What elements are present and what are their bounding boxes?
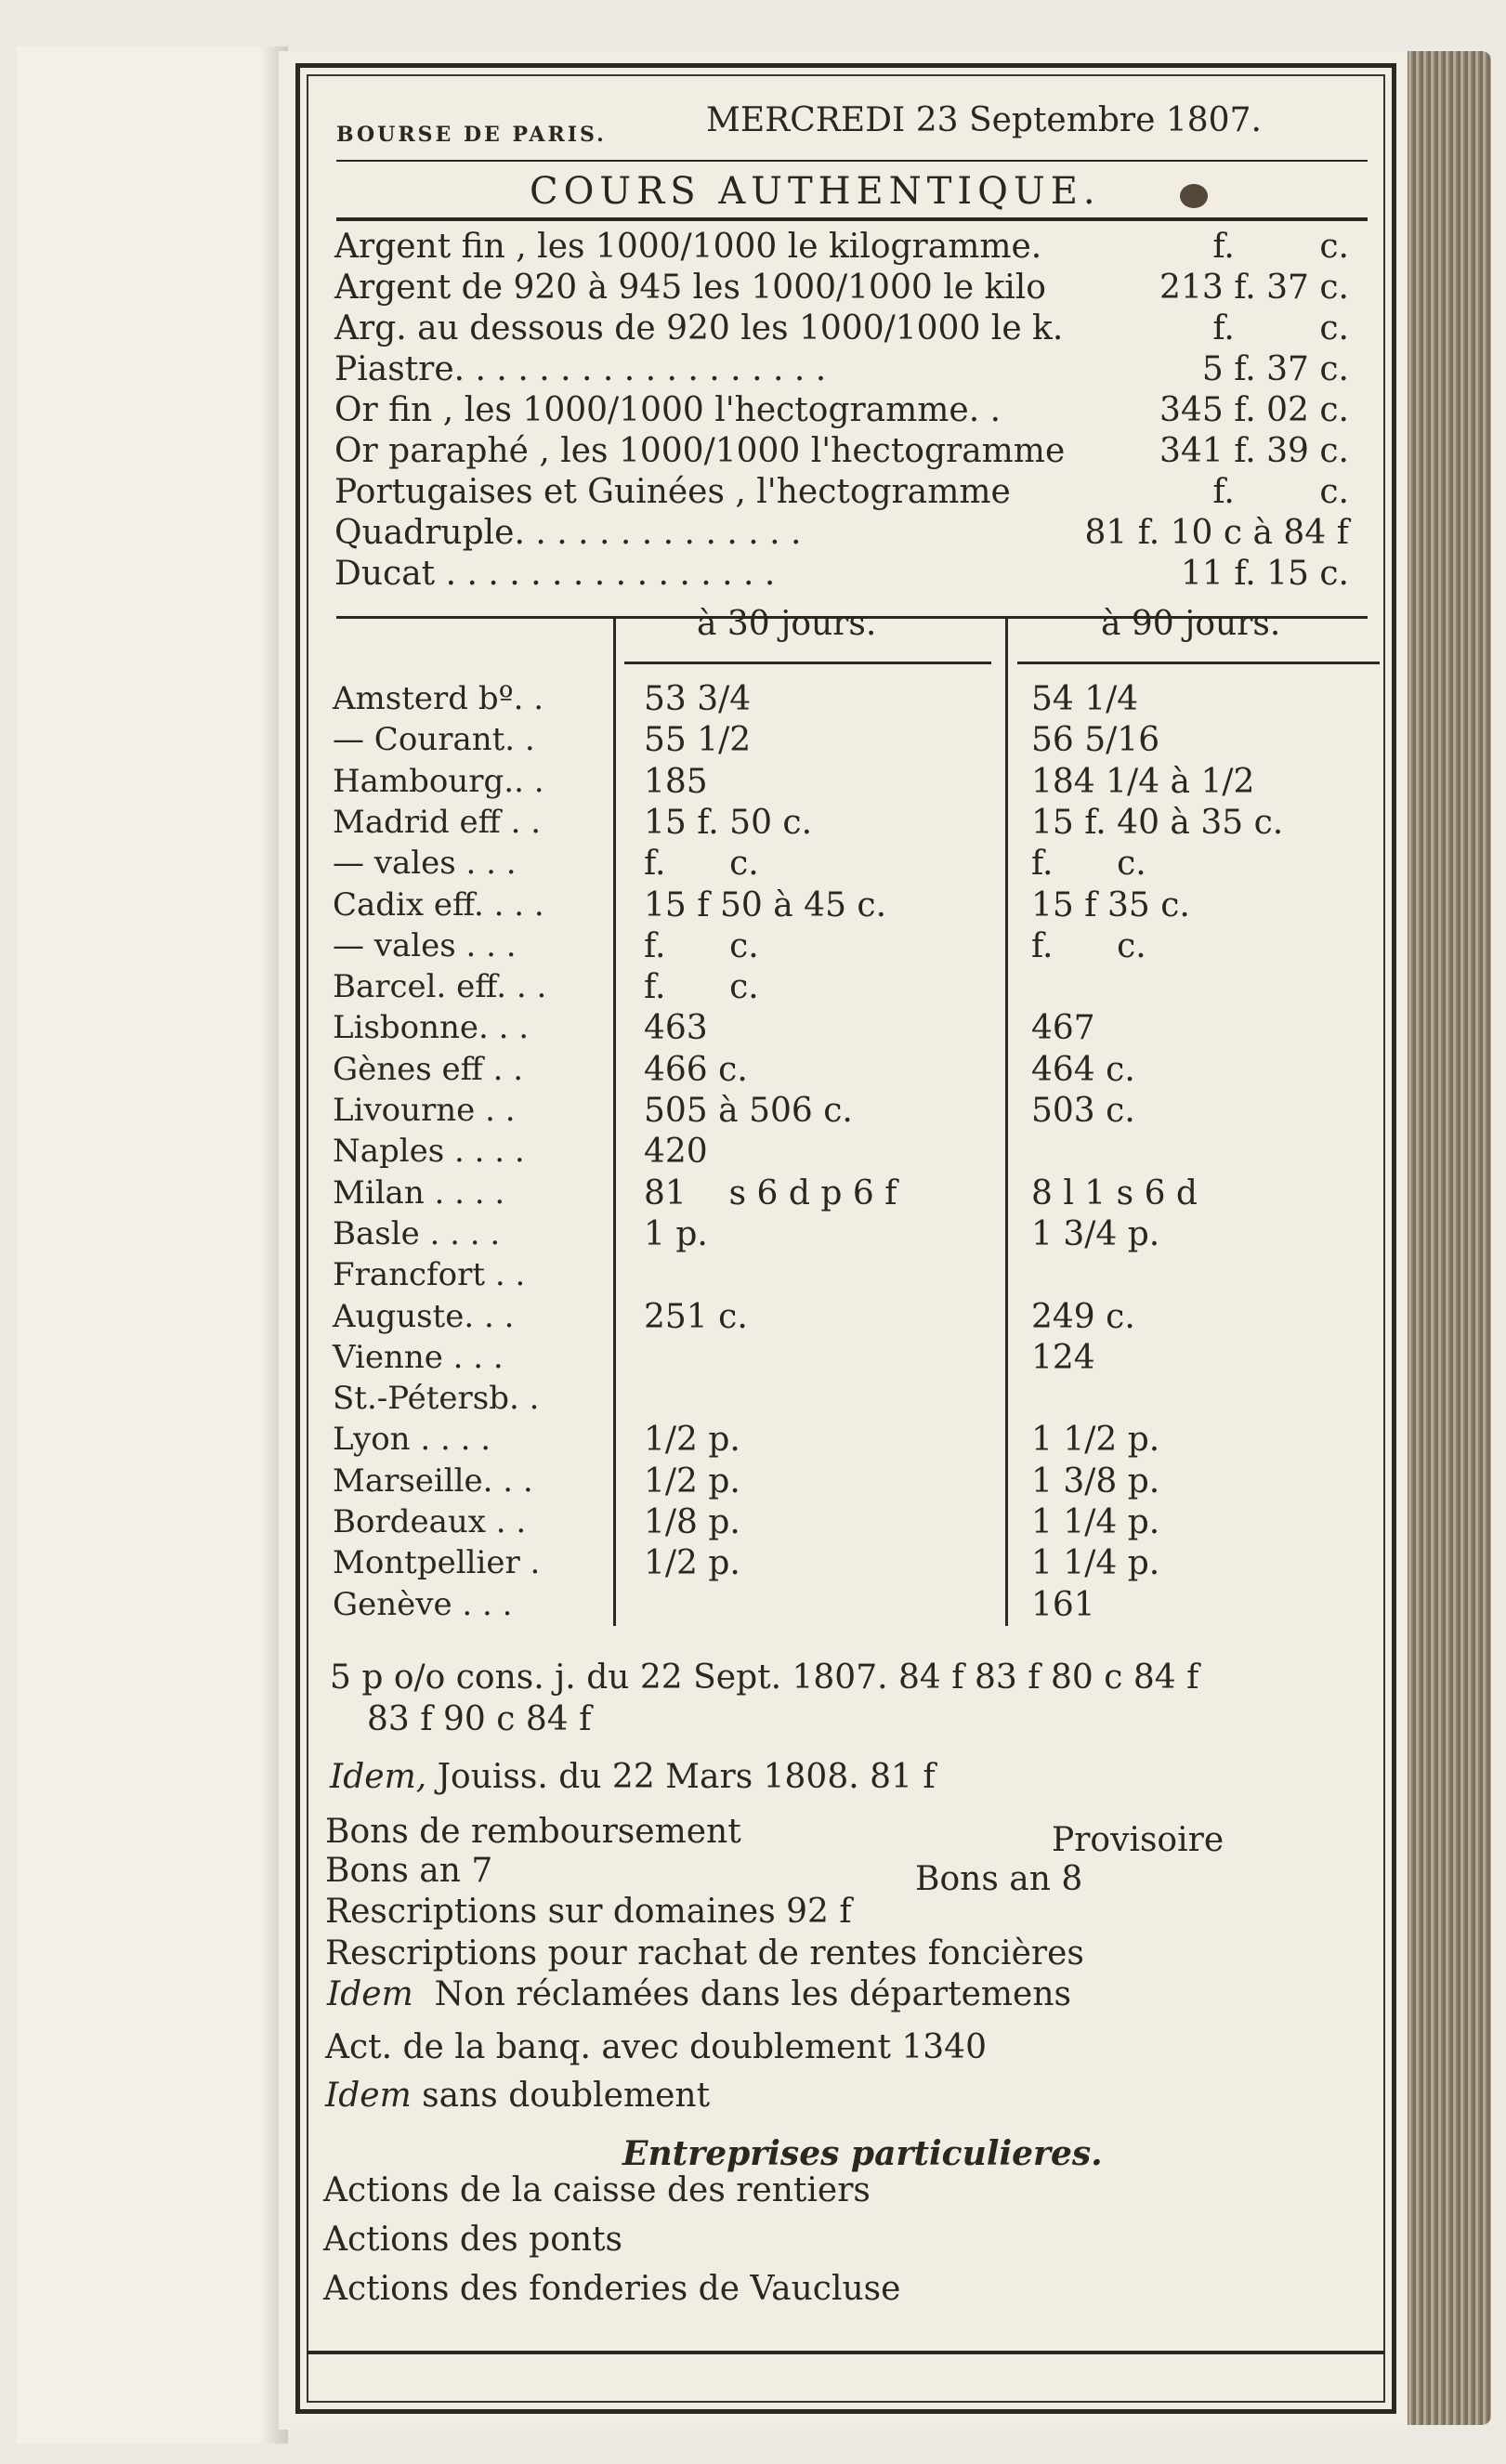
- exchange-90-days: f. c.: [1031, 927, 1146, 965]
- idem-jouiss-line: [330, 1758, 936, 1796]
- exchange-city: Bordeaux . .: [333, 1503, 527, 1540]
- exchange-90-days: 467: [1031, 1009, 1095, 1047]
- col-30-days-header: à 30 jours.: [697, 605, 877, 643]
- exchange-city: Gènes eff . .: [333, 1051, 524, 1088]
- metal-label: Quadruple. . . . . . . . . . . . . .: [334, 514, 802, 552]
- exchange-30-days: f. c.: [644, 968, 759, 1006]
- exchange-30-days: 81 s 6 d p 6 f: [644, 1174, 897, 1212]
- idem-jouiss-text: Jouiss. du 22 Mars 1808. 81 f: [437, 1758, 936, 1796]
- exchange-30-days: 1 p.: [644, 1215, 708, 1253]
- exchange-city: St.-Pétersb. .: [333, 1380, 540, 1417]
- bons-an-7: Bons an 7: [325, 1852, 493, 1890]
- metal-label: Argent de 920 à 945 les 1000/1000 le kilo: [334, 269, 1046, 307]
- metal-value: f. c.: [1212, 473, 1349, 511]
- title-rule: [336, 217, 1368, 221]
- exchange-90-days: 464 c.: [1031, 1051, 1135, 1089]
- exchange-city: Francfort . .: [333, 1256, 526, 1293]
- exchange-city: Hambourg.. .: [333, 763, 544, 800]
- exchange-city: Naples . . . .: [333, 1133, 525, 1170]
- header-rule: [336, 160, 1368, 162]
- bons-provisoire: Provisoire: [1052, 1821, 1224, 1859]
- metal-value: f. c.: [1212, 309, 1349, 347]
- entreprises-heading: Entreprises particulieres.: [622, 2134, 1103, 2173]
- exchange-90-days: 249 c.: [1031, 1298, 1135, 1336]
- metal-label: Portugaises et Guinées , l'hectogramme: [334, 473, 1011, 511]
- metal-value: 341 f. 39 c.: [1159, 432, 1349, 470]
- exchange-city: Montpellier .: [333, 1544, 541, 1581]
- exchange-city: Livourne . .: [333, 1092, 516, 1129]
- exchange-city: Milan . . . .: [333, 1174, 505, 1212]
- exchange-90-days: 184 1/4 à 1/2: [1031, 763, 1255, 801]
- entreprise-item: Actions des fonderies de Vaucluse: [323, 2270, 901, 2308]
- metal-label: Ducat . . . . . . . . . . . . . . . .: [334, 555, 776, 593]
- exchange-30-days: 185: [644, 763, 708, 801]
- exchange-30-days: f. c.: [644, 845, 759, 883]
- exchange-90-days: 1 1/4 p.: [1031, 1544, 1160, 1582]
- bons-an-8: Bons an 8: [915, 1860, 1083, 1898]
- exchange-90-days: 56 5/16: [1031, 721, 1160, 759]
- bons-remboursement: Bons de remboursement: [325, 1813, 741, 1851]
- metal-value: 5 f. 37 c.: [1201, 350, 1349, 388]
- exchange-30-days: 1/8 p.: [644, 1503, 740, 1541]
- exchange-city: Genève . . .: [333, 1586, 513, 1623]
- rescriptions-domaines: Rescriptions sur domaines 92 f: [325, 1893, 852, 1931]
- entreprise-item: Actions des ponts: [323, 2221, 623, 2259]
- exchange-30-days: 251 c.: [644, 1298, 748, 1336]
- exchange-30-days: 1/2 p.: [644, 1421, 740, 1459]
- blank-left-page: [17, 46, 287, 2444]
- exchange-90-days: 1 1/4 p.: [1031, 1503, 1160, 1541]
- idem2-label: Idem: [327, 1975, 413, 2013]
- entreprise-item: Actions de la caisse des rentiers: [323, 2171, 871, 2209]
- bottom-frame-rule: [307, 2351, 1385, 2354]
- metal-label: Argent fin , les 1000/1000 le kilogramme.: [334, 228, 1042, 266]
- metal-label: Or paraphé , les 1000/1000 l'hectogramme: [334, 432, 1066, 470]
- metal-label: Piastre. . . . . . . . . . . . . . . . . .: [334, 350, 827, 388]
- exchange-city: Lyon . . . .: [333, 1421, 491, 1458]
- exchange-city: Madrid eff . .: [333, 804, 542, 841]
- date-heading: MERCREDI 23 Septembre 1807.: [706, 101, 1262, 139]
- exchange-90-days: 124: [1031, 1339, 1095, 1377]
- exchange-30-days: 420: [644, 1133, 708, 1171]
- rentes-5pct-line: 5 p o/o cons. j. du 22 Sept. 1807. 84 f 83 f 80 c 84 f: [330, 1658, 1199, 1697]
- metal-value: f. c.: [1212, 228, 1349, 266]
- idem-label: Idem,: [330, 1758, 427, 1796]
- exchange-30-days: 466 c.: [644, 1051, 748, 1089]
- rentes-5pct-line-2: 83 f 90 c 84 f: [367, 1700, 592, 1738]
- exchange-90-days: 8 l 1 s 6 d: [1031, 1174, 1198, 1212]
- exchange-city: Vienne . . .: [333, 1339, 504, 1376]
- idem3-label: Idem: [325, 2077, 412, 2115]
- idem2-text: Non réclamées dans les départemens: [434, 1975, 1072, 2013]
- metal-value: 213 f. 37 c.: [1159, 269, 1349, 307]
- rescriptions-rachat: Rescriptions pour rachat de rentes foncières: [325, 1934, 1084, 1973]
- exchange-30-days: 55 1/2: [644, 721, 752, 759]
- metal-value: 11 f. 15 c.: [1180, 555, 1349, 593]
- exchange-30-days: 1/2 p.: [644, 1544, 740, 1582]
- exchange-city: — Courant. .: [333, 721, 535, 758]
- exchange-city: Marseille. . .: [333, 1462, 533, 1500]
- actions-banque: Act. de la banq. avec doublement 1340: [325, 2028, 987, 2066]
- cours-title: COURS AUTHENTIQUE.: [530, 170, 1101, 213]
- metal-label: Arg. au dessous de 920 les 1000/1000 le k.: [334, 309, 1064, 347]
- metal-value: 81 f. 10 c à 84 f: [1084, 514, 1349, 552]
- exchange-90-days: 1 1/2 p.: [1031, 1421, 1160, 1459]
- column-divider-left: [613, 618, 616, 1626]
- exchange-90-days: 15 f. 40 à 35 c.: [1031, 804, 1284, 842]
- exchange-30-days: 505 à 506 c.: [644, 1092, 853, 1130]
- exchange-city: Barcel. eff. . .: [333, 968, 547, 1005]
- exchange-90-days: f. c.: [1031, 845, 1146, 883]
- exchange-30-days: 1/2 p.: [644, 1462, 740, 1501]
- exchange-city: Auguste. . .: [333, 1298, 515, 1335]
- column-divider-right: [1005, 618, 1008, 1626]
- exchange-90-days: 503 c.: [1031, 1092, 1135, 1130]
- exchange-30-days: 15 f. 50 c.: [644, 804, 813, 842]
- exchange-30-days: f. c.: [644, 927, 759, 965]
- exchange-30-days: 15 f 50 à 45 c.: [644, 886, 887, 924]
- metal-label: Or fin , les 1000/1000 l'hectogramme. .: [334, 391, 1002, 429]
- exchange-90-days: 15 f 35 c.: [1031, 886, 1190, 924]
- exchange-90-days: 54 1/4: [1031, 680, 1139, 718]
- col-90-days-header: à 90 jours.: [1101, 605, 1281, 643]
- exchange-30-days: 463: [644, 1009, 708, 1047]
- page-edges: [1398, 51, 1491, 2425]
- exchange-city: — vales . . .: [333, 845, 517, 882]
- idem-non-reclamees: [327, 1975, 1072, 2013]
- exchange-30-days: 53 3/4: [644, 680, 752, 718]
- exchange-city: Lisbonne. . .: [333, 1009, 530, 1046]
- col30-header-rule: [624, 662, 991, 664]
- exchange-city: — vales . . .: [333, 927, 517, 964]
- idem3-text: sans doublement: [422, 2077, 711, 2115]
- idem-sans-doublement: [325, 2079, 710, 2113]
- exchange-city: Cadix eff. . . .: [333, 886, 544, 924]
- exchange-90-days: 1 3/4 p.: [1031, 1215, 1160, 1253]
- exchange-90-days: 161: [1031, 1586, 1095, 1624]
- exchange-city: Basle . . . .: [333, 1215, 501, 1252]
- exchange-90-days: 1 3/8 p.: [1031, 1462, 1160, 1501]
- exchange-city: Amsterd bº. .: [333, 680, 544, 717]
- ink-blot: [1180, 184, 1208, 208]
- metal-value: 345 f. 02 c.: [1159, 391, 1349, 429]
- col90-header-rule: [1017, 662, 1380, 664]
- bourse-label: BOURSE DE PARIS.: [336, 123, 607, 147]
